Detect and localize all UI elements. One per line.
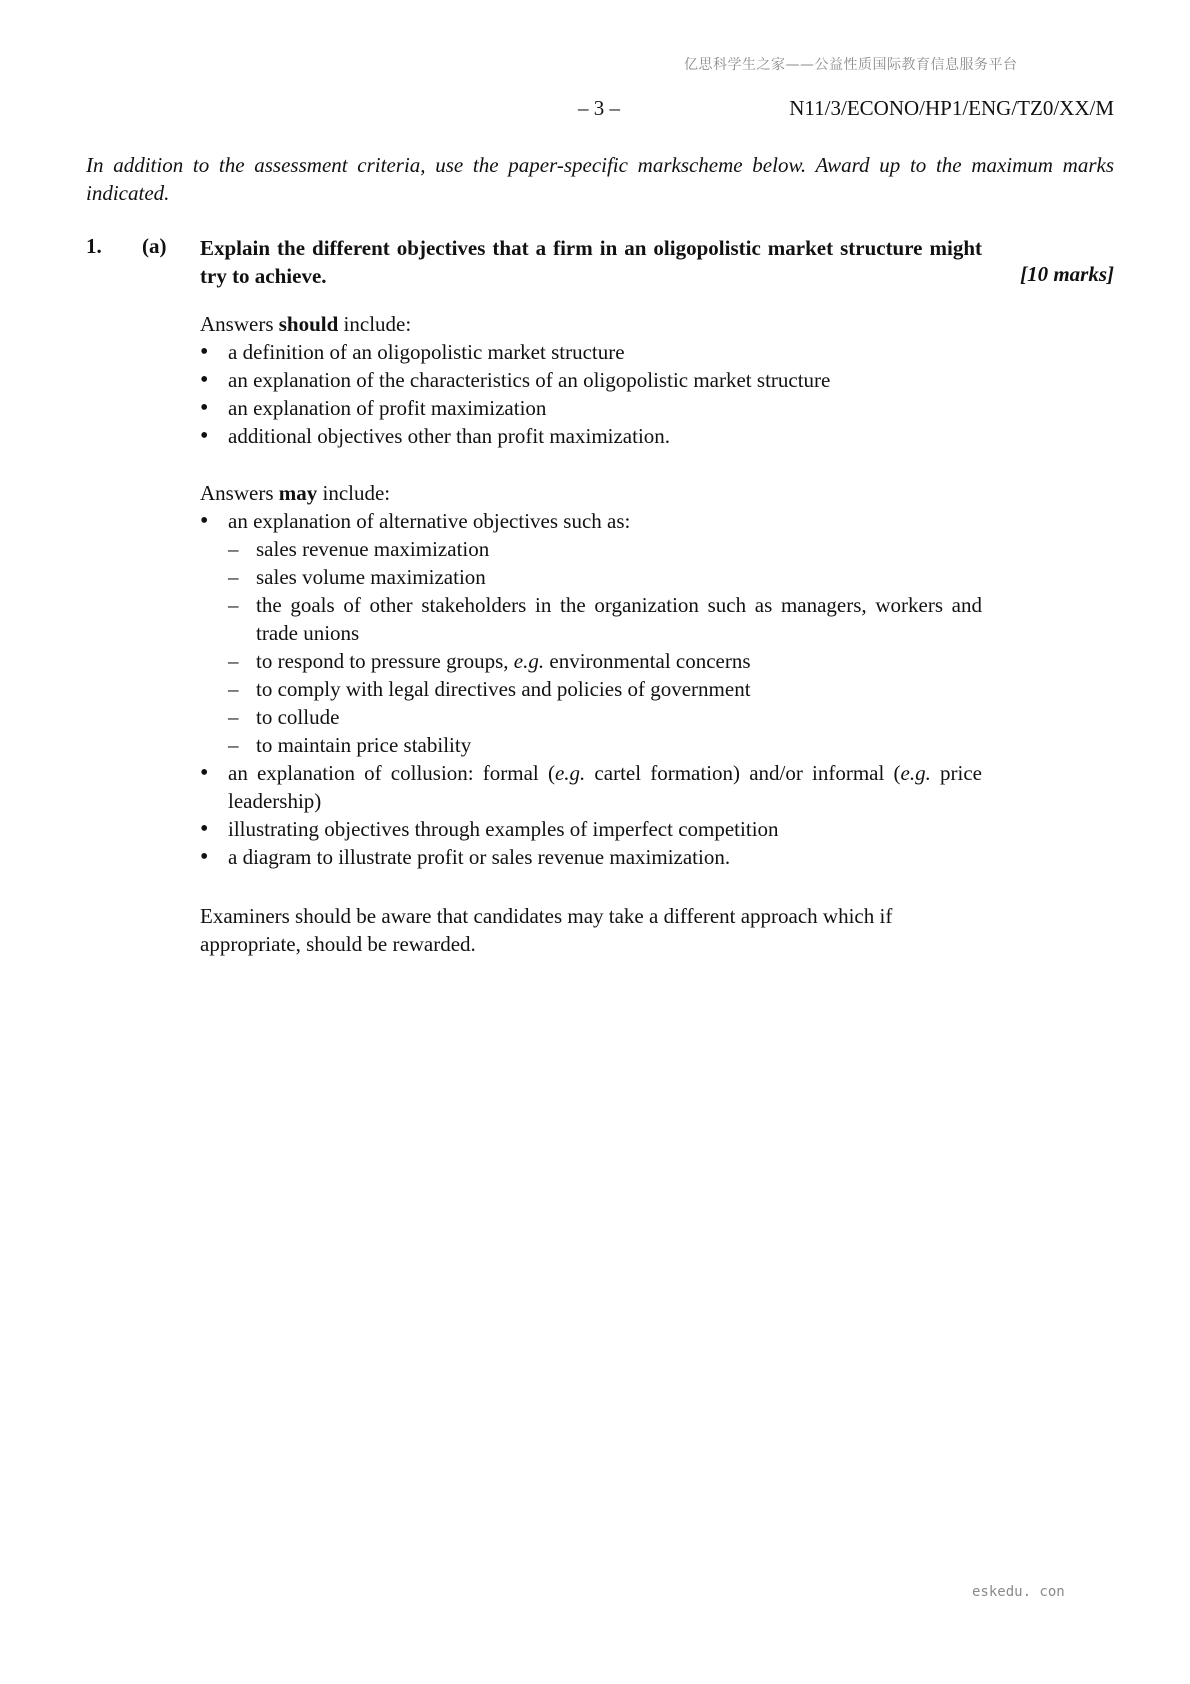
sub-list-item: – to respond to pressure groups, e.g. environmental concerns — [228, 647, 982, 675]
may-section — [200, 479, 982, 871]
should-list — [200, 338, 982, 450]
question-marks: [10 marks] — [1020, 262, 1114, 286]
list-item: • a definition of an oligopolistic market structure — [200, 338, 982, 366]
should-section — [200, 310, 982, 450]
list-item: • additional objectives other than profit maximization. — [200, 422, 982, 450]
instructions: In addition to the assessment criteria, use the paper-specific markscheme below. Award up to the maximum marks indicated. — [86, 153, 1114, 205]
may-list — [200, 507, 982, 871]
list-item: • an explanation of the characteristics of an oligopolistic market structure — [200, 366, 982, 394]
sub-list-item: – to comply with legal directives and policies of government — [228, 675, 982, 703]
question-part: (a) — [142, 234, 167, 258]
list-item: • illustrating objectives through examples of imperfect competition — [200, 815, 982, 843]
sub-list-item: – the goals of other stakeholders in the organization such as managers, workers and trade unions — [228, 591, 982, 647]
watermark-top: 亿思科学生之家——公益性质国际教育信息服务平台 — [684, 57, 1018, 73]
closing-note: Examiners should be aware that candidates may take a different approach which if appropriate, should be rewarded. — [200, 904, 893, 956]
question-text: Explain the different objectives that a firm in an oligopolistic market structure might try to achieve. — [200, 236, 982, 288]
paper-code: N11/3/ECONO/HP1/ENG/TZ0/XX/M — [789, 96, 1114, 120]
list-item: • an explanation of collusion: formal (e.g. cartel formation) and/or informal (e.g. price leadership) — [200, 759, 982, 815]
list-item: • an explanation of alternative objectives such as: – sales revenue maximization – sales volume maximization – the goals of other stakeholders in the organization such as managers, workers and trade unions – to respond to pressure groups, e.g. environmental concerns – to comply with legal directives and policies of government – to collude – to maintain price stability — [200, 507, 982, 759]
sub-list-item: – to maintain price stability — [228, 731, 982, 759]
list-item: • an explanation of profit maximization — [200, 394, 982, 422]
sub-list-item: – sales volume maximization — [228, 563, 982, 591]
list-item: • a diagram to illustrate profit or sales revenue maximization. — [200, 843, 982, 871]
question-number: 1. — [86, 234, 102, 258]
sub-list-item: – sales revenue maximization — [228, 535, 982, 563]
sub-list-item: – to collude — [228, 703, 982, 731]
may-lead: Answers may include: — [200, 481, 391, 505]
may-keyword: may — [278, 481, 318, 505]
should-keyword: should — [278, 312, 339, 336]
objectives-sublist — [228, 535, 982, 759]
should-lead: Answers should include: — [200, 312, 412, 336]
page-number: – 3 – — [578, 96, 620, 120]
watermark-bottom: eskedu. con — [972, 1584, 1065, 1600]
